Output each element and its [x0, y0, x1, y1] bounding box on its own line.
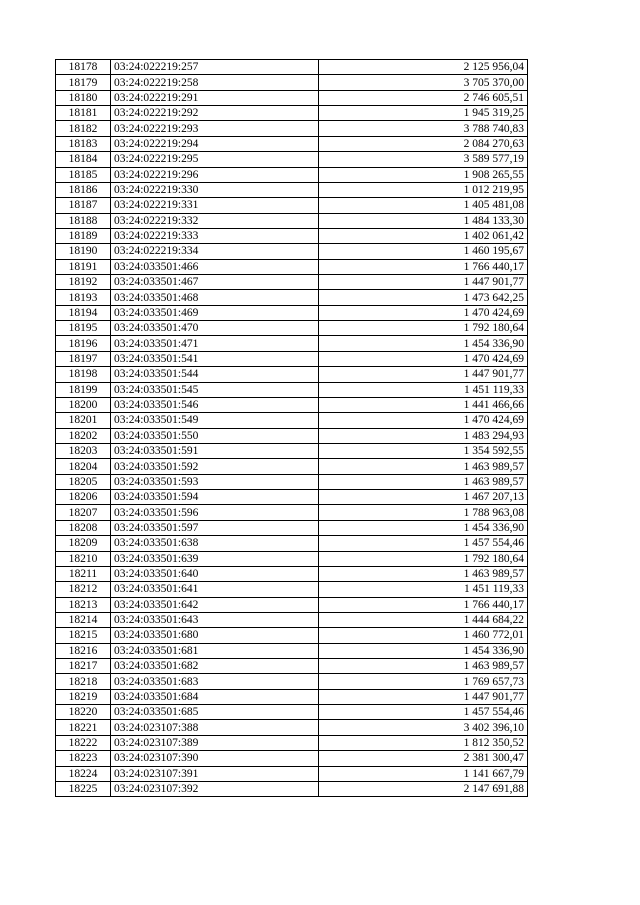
row-number-cell: 18220	[56, 705, 111, 720]
row-number-cell: 18198	[56, 367, 111, 382]
cadastral-number-cell: 03:24:022219:291	[111, 90, 319, 105]
cadastral-value-table	[55, 59, 528, 797]
table-row	[56, 628, 528, 643]
cadastral-value-cell: 1 012 219,95	[319, 182, 528, 197]
cadastral-number-cell: 03:24:033501:683	[111, 674, 319, 689]
cadastral-value-cell: 1 470 424,69	[319, 351, 528, 366]
row-number-cell: 18188	[56, 213, 111, 228]
row-number-cell: 18216	[56, 643, 111, 658]
row-number-cell: 18180	[56, 90, 111, 105]
cadastral-value-cell: 1 463 989,57	[319, 566, 528, 581]
cadastral-number-cell: 03:24:023107:388	[111, 720, 319, 735]
row-number-cell: 18184	[56, 152, 111, 167]
cadastral-number-cell: 03:24:033501:470	[111, 321, 319, 336]
table-row	[56, 689, 528, 704]
table-row	[56, 351, 528, 366]
row-number-cell: 18209	[56, 536, 111, 551]
cadastral-number-cell: 03:24:033501:541	[111, 351, 319, 366]
cadastral-value-cell: 3 705 370,00	[319, 75, 528, 90]
cadastral-number-cell: 03:24:033501:550	[111, 428, 319, 443]
row-number-cell: 18189	[56, 228, 111, 243]
cadastral-number-cell: 03:24:033501:643	[111, 612, 319, 627]
cadastral-value-cell: 1 441 466,66	[319, 397, 528, 412]
row-number-cell: 18211	[56, 566, 111, 581]
table-row	[56, 443, 528, 458]
table-row	[56, 228, 528, 243]
cadastral-value-cell: 1 457 554,46	[319, 536, 528, 551]
cadastral-number-cell: 03:24:023107:392	[111, 781, 319, 796]
cadastral-number-cell: 03:24:033501:596	[111, 505, 319, 520]
cadastral-number-cell: 03:24:022219:333	[111, 228, 319, 243]
row-number-cell: 18207	[56, 505, 111, 520]
cadastral-number-cell: 03:24:033501:545	[111, 382, 319, 397]
cadastral-number-cell: 03:24:022219:294	[111, 136, 319, 151]
table-row	[56, 290, 528, 305]
cadastral-value-cell: 1 460 772,01	[319, 628, 528, 643]
cadastral-number-cell: 03:24:022219:296	[111, 167, 319, 182]
cadastral-value-cell: 1 454 336,90	[319, 643, 528, 658]
cadastral-value-cell: 1 792 180,64	[319, 321, 528, 336]
cadastral-value-cell: 1 792 180,64	[319, 551, 528, 566]
cadastral-value-cell: 2 084 270,63	[319, 136, 528, 151]
row-number-cell: 18222	[56, 735, 111, 750]
cadastral-value-cell: 1 484 133,30	[319, 213, 528, 228]
row-number-cell: 18181	[56, 106, 111, 121]
table-row	[56, 106, 528, 121]
table-row	[56, 536, 528, 551]
row-number-cell: 18206	[56, 490, 111, 505]
table-row	[56, 305, 528, 320]
table-row	[56, 720, 528, 735]
cadastral-value-cell: 1 354 592,55	[319, 443, 528, 458]
cadastral-number-cell: 03:24:022219:330	[111, 182, 319, 197]
cadastral-value-cell: 1 447 901,77	[319, 689, 528, 704]
row-number-cell: 18212	[56, 582, 111, 597]
table-row	[56, 75, 528, 90]
table-row	[56, 198, 528, 213]
row-number-cell: 18182	[56, 121, 111, 136]
table-row	[56, 259, 528, 274]
cadastral-number-cell: 03:24:033501:640	[111, 566, 319, 581]
row-number-cell: 18202	[56, 428, 111, 443]
row-number-cell: 18221	[56, 720, 111, 735]
cadastral-value-cell: 1 402 061,42	[319, 228, 528, 243]
cadastral-number-cell: 03:24:033501:641	[111, 582, 319, 597]
table-row	[56, 321, 528, 336]
cadastral-value-cell: 1 812 350,52	[319, 735, 528, 750]
cadastral-value-cell: 1 467 207,13	[319, 490, 528, 505]
cadastral-number-cell: 03:24:022219:295	[111, 152, 319, 167]
cadastral-number-cell: 03:24:022219:258	[111, 75, 319, 90]
cadastral-value-cell: 1 454 336,90	[319, 336, 528, 351]
cadastral-value-cell: 1 766 440,17	[319, 597, 528, 612]
row-number-cell: 18193	[56, 290, 111, 305]
table-row	[56, 428, 528, 443]
cadastral-number-cell: 03:24:033501:466	[111, 259, 319, 274]
cadastral-value-cell: 1 141 667,79	[319, 766, 528, 781]
row-number-cell: 18200	[56, 397, 111, 412]
row-number-cell: 18219	[56, 689, 111, 704]
cadastral-value-cell: 1 483 294,93	[319, 428, 528, 443]
cadastral-value-cell: 3 788 740,83	[319, 121, 528, 136]
row-number-cell: 18210	[56, 551, 111, 566]
cadastral-value-cell: 1 447 901,77	[319, 275, 528, 290]
row-number-cell: 18215	[56, 628, 111, 643]
cadastral-number-cell: 03:24:022219:292	[111, 106, 319, 121]
row-number-cell: 18217	[56, 659, 111, 674]
table-row	[56, 566, 528, 581]
table-row	[56, 735, 528, 750]
cadastral-value-cell: 3 402 396,10	[319, 720, 528, 735]
cadastral-value-cell: 1 788 963,08	[319, 505, 528, 520]
row-number-cell: 18186	[56, 182, 111, 197]
cadastral-number-cell: 03:24:033501:680	[111, 628, 319, 643]
cadastral-number-cell: 03:24:033501:638	[111, 536, 319, 551]
cadastral-number-cell: 03:24:033501:593	[111, 474, 319, 489]
row-number-cell: 18218	[56, 674, 111, 689]
row-number-cell: 18192	[56, 275, 111, 290]
cadastral-value-cell: 1 470 424,69	[319, 305, 528, 320]
cadastral-value-cell: 1 473 642,25	[319, 290, 528, 305]
cadastral-number-cell: 03:24:023107:389	[111, 735, 319, 750]
table-row	[56, 244, 528, 259]
row-number-cell: 18205	[56, 474, 111, 489]
cadastral-value-cell: 2 125 956,04	[319, 60, 528, 75]
cadastral-number-cell: 03:24:033501:549	[111, 413, 319, 428]
table-row	[56, 90, 528, 105]
cadastral-value-cell: 1 463 989,57	[319, 474, 528, 489]
cadastral-value-cell: 1 769 657,73	[319, 674, 528, 689]
row-number-cell: 18194	[56, 305, 111, 320]
row-number-cell: 18203	[56, 443, 111, 458]
cadastral-value-cell: 1 766 440,17	[319, 259, 528, 274]
table-row	[56, 551, 528, 566]
table-row	[56, 597, 528, 612]
cadastral-number-cell: 03:24:022219:257	[111, 60, 319, 75]
cadastral-number-cell: 03:24:033501:681	[111, 643, 319, 658]
table-row	[56, 505, 528, 520]
cadastral-value-cell: 3 589 577,19	[319, 152, 528, 167]
row-number-cell: 18199	[56, 382, 111, 397]
cadastral-number-cell: 03:24:023107:391	[111, 766, 319, 781]
cadastral-number-cell: 03:24:023107:390	[111, 751, 319, 766]
row-number-cell: 18185	[56, 167, 111, 182]
cadastral-value-cell: 1 463 989,57	[319, 459, 528, 474]
table-row	[56, 612, 528, 627]
table-row	[56, 275, 528, 290]
cadastral-number-cell: 03:24:033501:468	[111, 290, 319, 305]
table-row	[56, 60, 528, 75]
cadastral-value-cell: 1 405 481,08	[319, 198, 528, 213]
table-row	[56, 367, 528, 382]
cadastral-number-cell: 03:24:033501:544	[111, 367, 319, 382]
table-row	[56, 582, 528, 597]
row-number-cell: 18224	[56, 766, 111, 781]
row-number-cell: 18197	[56, 351, 111, 366]
row-number-cell: 18201	[56, 413, 111, 428]
cadastral-number-cell: 03:24:033501:684	[111, 689, 319, 704]
row-number-cell: 18183	[56, 136, 111, 151]
cadastral-value-cell: 1 460 195,67	[319, 244, 528, 259]
cadastral-number-cell: 03:24:033501:642	[111, 597, 319, 612]
cadastral-value-cell: 1 470 424,69	[319, 413, 528, 428]
cadastral-value-cell: 1 457 554,46	[319, 705, 528, 720]
table-row	[56, 152, 528, 167]
table-row	[56, 520, 528, 535]
cadastral-number-cell: 03:24:033501:597	[111, 520, 319, 535]
cadastral-number-cell: 03:24:033501:682	[111, 659, 319, 674]
cadastral-value-cell: 2 746 605,51	[319, 90, 528, 105]
table-row	[56, 136, 528, 151]
row-number-cell: 18190	[56, 244, 111, 259]
table-row	[56, 705, 528, 720]
table-row	[56, 121, 528, 136]
cadastral-value-cell: 1 908 265,55	[319, 167, 528, 182]
row-number-cell: 18213	[56, 597, 111, 612]
cadastral-number-cell: 03:24:033501:594	[111, 490, 319, 505]
cadastral-value-cell: 1 463 989,57	[319, 659, 528, 674]
cadastral-value-cell: 1 444 684,22	[319, 612, 528, 627]
row-number-cell: 18196	[56, 336, 111, 351]
row-number-cell: 18208	[56, 520, 111, 535]
table-row	[56, 474, 528, 489]
row-number-cell: 18214	[56, 612, 111, 627]
cadastral-number-cell: 03:24:033501:592	[111, 459, 319, 474]
cadastral-number-cell: 03:24:033501:685	[111, 705, 319, 720]
cadastral-number-cell: 03:24:033501:591	[111, 443, 319, 458]
table-row	[56, 182, 528, 197]
table-row	[56, 336, 528, 351]
cadastral-number-cell: 03:24:033501:469	[111, 305, 319, 320]
cadastral-value-cell: 1 451 119,33	[319, 582, 528, 597]
table-row	[56, 167, 528, 182]
cadastral-value-cell: 1 447 901,77	[319, 367, 528, 382]
row-number-cell: 18204	[56, 459, 111, 474]
table-row	[56, 643, 528, 658]
table-row	[56, 659, 528, 674]
cadastral-number-cell: 03:24:033501:639	[111, 551, 319, 566]
cadastral-number-cell: 03:24:022219:293	[111, 121, 319, 136]
row-number-cell: 18223	[56, 751, 111, 766]
row-number-cell: 18179	[56, 75, 111, 90]
cadastral-value-cell: 2 147 691,88	[319, 781, 528, 796]
table-row	[56, 397, 528, 412]
table-row	[56, 751, 528, 766]
table-row	[56, 781, 528, 796]
row-number-cell: 18225	[56, 781, 111, 796]
table-row	[56, 490, 528, 505]
cadastral-value-cell: 2 381 300,47	[319, 751, 528, 766]
row-number-cell: 18195	[56, 321, 111, 336]
table-body	[56, 60, 528, 797]
row-number-cell: 18178	[56, 60, 111, 75]
cadastral-number-cell: 03:24:022219:331	[111, 198, 319, 213]
cadastral-number-cell: 03:24:022219:334	[111, 244, 319, 259]
table-row	[56, 382, 528, 397]
table-row	[56, 213, 528, 228]
cadastral-value-cell: 1 454 336,90	[319, 520, 528, 535]
table-row	[56, 674, 528, 689]
cadastral-number-cell: 03:24:033501:546	[111, 397, 319, 412]
cadastral-number-cell: 03:24:033501:467	[111, 275, 319, 290]
cadastral-number-cell: 03:24:033501:471	[111, 336, 319, 351]
cadastral-value-cell: 1 945 319,25	[319, 106, 528, 121]
table-row	[56, 413, 528, 428]
cadastral-value-cell: 1 451 119,33	[319, 382, 528, 397]
cadastral-number-cell: 03:24:022219:332	[111, 213, 319, 228]
table-row	[56, 459, 528, 474]
row-number-cell: 18191	[56, 259, 111, 274]
table-row	[56, 766, 528, 781]
row-number-cell: 18187	[56, 198, 111, 213]
